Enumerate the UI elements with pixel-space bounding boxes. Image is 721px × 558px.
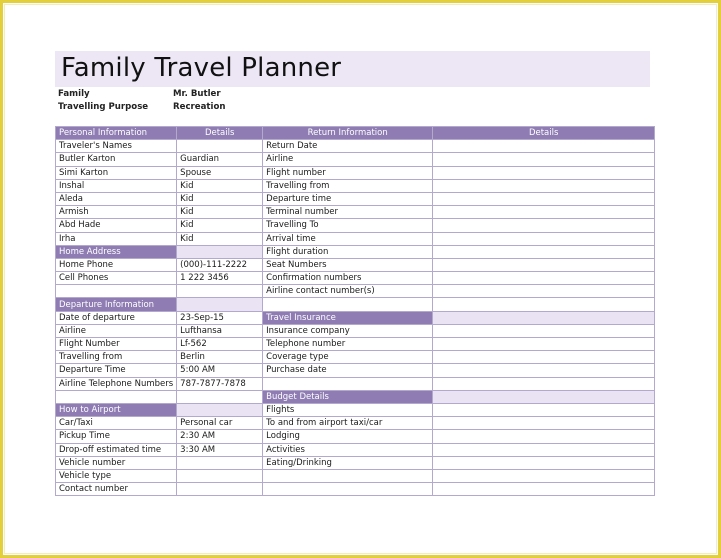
cell-detail-left: 1 222 3456	[177, 272, 263, 285]
family-label: Family	[58, 89, 90, 99]
cell-detail-left: Guardian	[177, 153, 263, 166]
cell-label-right	[263, 377, 433, 390]
cell-detail-right	[433, 390, 655, 403]
header-return-information: Return Information	[263, 127, 433, 140]
cell-label-right: Airline contact number(s)	[263, 285, 433, 298]
cell-label-right: Travelling To	[263, 219, 433, 232]
table-row	[56, 456, 655, 469]
table-row	[56, 390, 655, 403]
cell-label-right: Flight number	[263, 166, 433, 179]
cell-detail-right	[433, 483, 655, 496]
cell-label-left: Cell Phones	[56, 272, 177, 285]
table-row	[56, 364, 655, 377]
cell-detail-right	[433, 417, 655, 430]
header-personal-information: Personal Information	[56, 127, 177, 140]
cell-detail-left	[177, 285, 263, 298]
cell-label-right: Flights	[263, 403, 433, 416]
cell-label-left: Aleda	[56, 192, 177, 205]
cell-label-right: Lodging	[263, 430, 433, 443]
cell-label-right: Travel Insurance	[263, 311, 433, 324]
cell-label-right: Coverage type	[263, 351, 433, 364]
cell-detail-right	[433, 298, 655, 311]
cell-detail-right	[433, 272, 655, 285]
cell-detail-right	[433, 324, 655, 337]
cell-label-right: Eating/Drinking	[263, 456, 433, 469]
cell-detail-left	[177, 456, 263, 469]
cell-label-left: Vehicle number	[56, 456, 177, 469]
cell-detail-right	[433, 153, 655, 166]
cell-label-left: Vehicle type	[56, 469, 177, 482]
table-row	[56, 245, 655, 258]
cell-label-right: Travelling from	[263, 179, 433, 192]
cell-detail-left: 5:00 AM	[177, 364, 263, 377]
cell-detail-left	[177, 403, 263, 416]
table-row	[56, 377, 655, 390]
cell-label-left: Home Address	[56, 245, 177, 258]
cell-label-left	[56, 285, 177, 298]
cell-detail-left: Spouse	[177, 166, 263, 179]
cell-detail-left	[177, 483, 263, 496]
cell-detail-left: Kid	[177, 232, 263, 245]
table-row	[56, 403, 655, 416]
cell-detail-left: 3:30 AM	[177, 443, 263, 456]
cell-detail-left	[177, 469, 263, 482]
cell-detail-right	[433, 166, 655, 179]
cell-detail-left: (000)-111-2222	[177, 258, 263, 271]
cell-detail-right	[433, 351, 655, 364]
cell-label-left: Inshal	[56, 179, 177, 192]
cell-label-right: Arrival time	[263, 232, 433, 245]
cell-label-left: Departure Information	[56, 298, 177, 311]
cell-detail-left: 2:30 AM	[177, 430, 263, 443]
cell-label-right	[263, 483, 433, 496]
cell-detail-left: Lufthansa	[177, 324, 263, 337]
cell-label-left: Contact number	[56, 483, 177, 496]
cell-detail-left: Kid	[177, 192, 263, 205]
cell-detail-right	[433, 430, 655, 443]
cell-detail-left: 23-Sep-15	[177, 311, 263, 324]
cell-label-left: Simi Karton	[56, 166, 177, 179]
table-row	[56, 417, 655, 430]
cell-detail-left	[177, 245, 263, 258]
table-row	[56, 298, 655, 311]
cell-detail-right	[433, 456, 655, 469]
cell-detail-left: Kid	[177, 206, 263, 219]
table-row	[56, 285, 655, 298]
cell-detail-right	[433, 338, 655, 351]
table-row	[56, 219, 655, 232]
cell-label-right: Insurance company	[263, 324, 433, 337]
cell-detail-right	[433, 192, 655, 205]
cell-detail-left: 787-7877-7878	[177, 377, 263, 390]
table-row	[56, 311, 655, 324]
cell-label-right: Activities	[263, 443, 433, 456]
cell-label-left: Butler Karton	[56, 153, 177, 166]
cell-label-left: Travelling from	[56, 351, 177, 364]
cell-detail-left: Kid	[177, 179, 263, 192]
cell-label-left: Airline Telephone Numbers	[56, 377, 177, 390]
cell-label-left: Traveler's Names	[56, 140, 177, 153]
cell-detail-left: Personal car	[177, 417, 263, 430]
cell-label-left: Abd Hade	[56, 219, 177, 232]
cell-detail-left	[177, 390, 263, 403]
cell-detail-left: Lf-562	[177, 338, 263, 351]
cell-label-left: Car/Taxi	[56, 417, 177, 430]
cell-label-left: Flight Number	[56, 338, 177, 351]
table-row	[56, 272, 655, 285]
cell-label-left: Departure Time	[56, 364, 177, 377]
table-row	[56, 192, 655, 205]
cell-label-left: Irha	[56, 232, 177, 245]
cell-label-right: Return Date	[263, 140, 433, 153]
cell-label-right: Departure time	[263, 192, 433, 205]
table-row	[56, 153, 655, 166]
table-row	[56, 232, 655, 245]
cell-label-right: Terminal number	[263, 206, 433, 219]
cell-detail-right	[433, 377, 655, 390]
cell-label-left	[56, 390, 177, 403]
table-row	[56, 430, 655, 443]
table-row	[56, 351, 655, 364]
cell-label-right	[263, 469, 433, 482]
cell-detail-right	[433, 364, 655, 377]
cell-label-left: Airline	[56, 324, 177, 337]
table-row	[56, 258, 655, 271]
cell-label-right	[263, 298, 433, 311]
cell-label-right: Confirmation numbers	[263, 272, 433, 285]
cell-detail-right	[433, 206, 655, 219]
table-row	[56, 179, 655, 192]
table-row	[56, 206, 655, 219]
cell-label-left: Armish	[56, 206, 177, 219]
cell-label-right: Telephone number	[263, 338, 433, 351]
cell-detail-right	[433, 443, 655, 456]
cell-detail-right	[433, 285, 655, 298]
table-row	[56, 483, 655, 496]
cell-label-left: Date of departure	[56, 311, 177, 324]
cell-label-right: Airline	[263, 153, 433, 166]
purpose-value: Recreation	[173, 102, 226, 112]
header-details-right: Details	[433, 127, 655, 140]
table-row	[56, 469, 655, 482]
cell-label-left: Pickup Time	[56, 430, 177, 443]
cell-detail-right	[433, 219, 655, 232]
cell-label-left: How to Airport	[56, 403, 177, 416]
cell-label-left: Home Phone	[56, 258, 177, 271]
cell-detail-left: Berlin	[177, 351, 263, 364]
cell-detail-right	[433, 403, 655, 416]
table-row	[56, 140, 655, 153]
family-value: Mr. Butler	[173, 89, 221, 99]
cell-detail-left: Kid	[177, 219, 263, 232]
cell-detail-right	[433, 179, 655, 192]
cell-detail-right	[433, 258, 655, 271]
cell-label-right: Purchase date	[263, 364, 433, 377]
cell-label-right: Flight duration	[263, 245, 433, 258]
cell-detail-right	[433, 140, 655, 153]
table-row	[56, 443, 655, 456]
cell-detail-right	[433, 311, 655, 324]
purpose-label: Travelling Purpose	[58, 102, 149, 112]
cell-detail-right	[433, 232, 655, 245]
header-details-left: Details	[177, 127, 263, 140]
cell-detail-right	[433, 245, 655, 258]
table-row	[56, 166, 655, 179]
cell-label-right: To and from airport taxi/car	[263, 417, 433, 430]
table-row	[56, 338, 655, 351]
cell-label-right: Budget Details	[263, 390, 433, 403]
page-title: Family Travel Planner	[61, 53, 342, 83]
planner-table	[55, 126, 655, 496]
cell-label-right: Seat Numbers	[263, 258, 433, 271]
cell-detail-left	[177, 298, 263, 311]
table-row	[56, 324, 655, 337]
cell-detail-right	[433, 469, 655, 482]
header-row	[56, 127, 655, 140]
cell-detail-left	[177, 140, 263, 153]
cell-label-left: Drop-off estimated time	[56, 443, 177, 456]
